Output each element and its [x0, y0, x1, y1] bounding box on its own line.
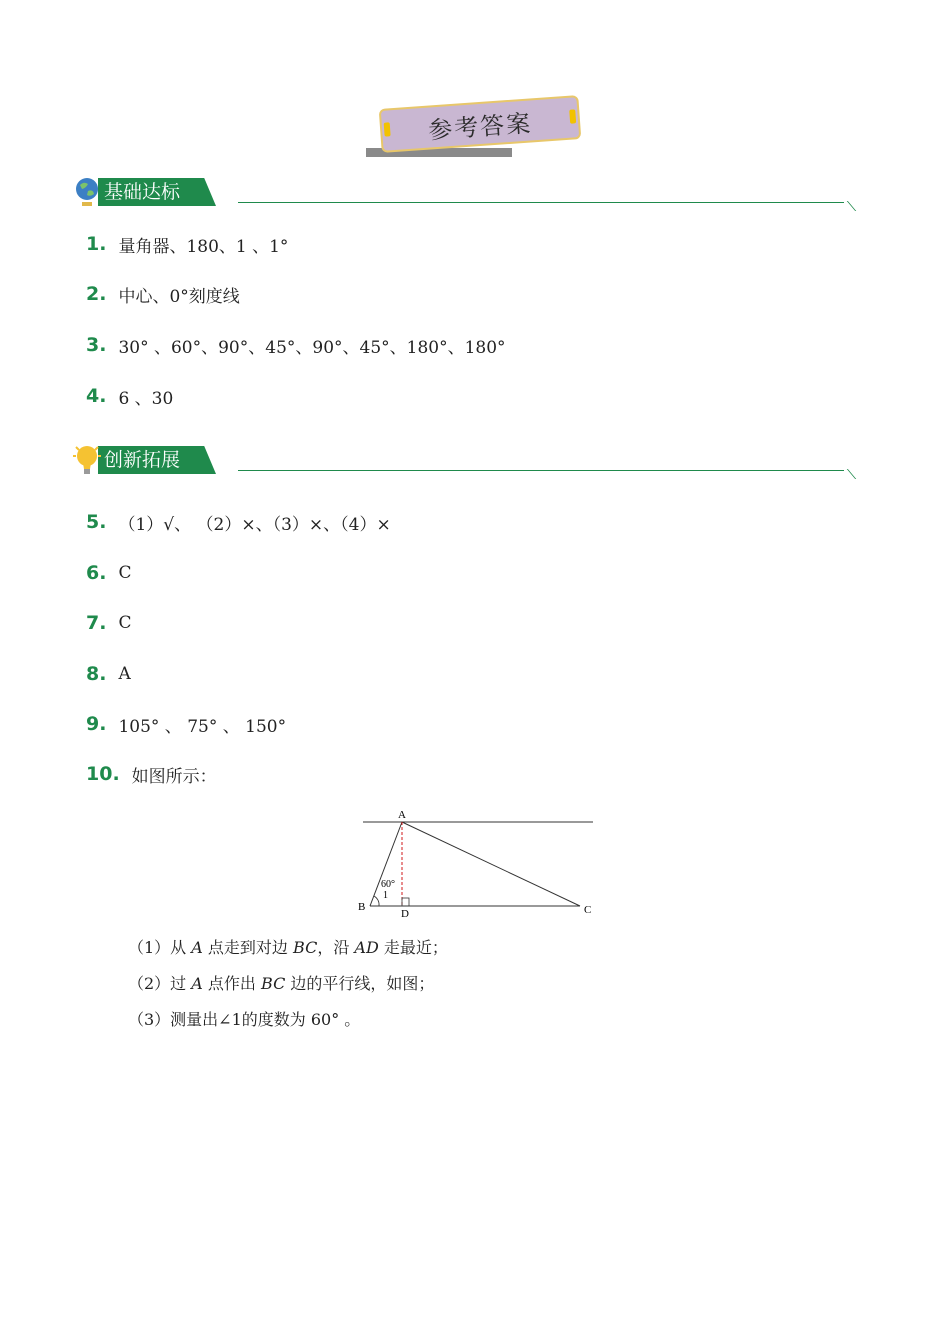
section-extension — [70, 444, 860, 478]
answer-item — [86, 230, 288, 258]
answer-text: （1）√、 （2）×、（3）×、（4）× — [118, 514, 391, 535]
note-var: BC — [293, 938, 318, 957]
answer-text: 105° 、 75° 、 150° — [118, 716, 287, 737]
note-text: 点走到对边 — [202, 938, 294, 957]
answer-item — [86, 508, 391, 536]
answer-number: 9. — [86, 713, 107, 735]
answer-text: 30° 、60°、90°、45°、90°、45°、180°、180° — [118, 337, 506, 358]
answer-item — [86, 331, 506, 359]
note-var: AD — [354, 938, 379, 957]
triangle-figure — [355, 805, 600, 920]
banner-tab-left — [384, 122, 391, 136]
note-text: ，沿 — [317, 938, 355, 957]
note-text: （3）测量出∠1的度数为 60° 。 — [128, 1010, 361, 1029]
section-title: 创新拓展 — [104, 449, 181, 471]
label-c: C — [584, 904, 592, 916]
banner-title: 参考答案 — [427, 108, 534, 145]
answer-banner — [366, 96, 586, 160]
explanation-line — [128, 1008, 360, 1032]
banner-card — [379, 95, 582, 153]
answer-item — [86, 660, 131, 688]
note-var: BC — [261, 974, 286, 993]
label-angle-1: 1 — [383, 890, 388, 901]
note-text: 边的平行线，如图； — [285, 974, 435, 993]
answer-text: C — [118, 563, 132, 583]
explanation-line — [128, 936, 448, 960]
note-text: 走最近； — [378, 938, 448, 957]
segment-ac — [402, 822, 580, 906]
answer-item — [86, 559, 131, 587]
answer-text: A — [118, 664, 131, 684]
answer-number: 3. — [86, 334, 107, 356]
answer-item — [86, 382, 173, 410]
section-divider — [238, 470, 844, 471]
note-var: A — [191, 974, 203, 993]
label-b: B — [358, 901, 366, 913]
note-text: 点作出 — [202, 974, 262, 993]
banner-tab-right — [569, 109, 576, 123]
answer-item — [86, 710, 286, 738]
answer-number: 1. — [86, 233, 107, 255]
right-angle-mark — [402, 898, 409, 906]
answer-number: 10. — [86, 763, 120, 785]
answer-number: 8. — [86, 663, 107, 685]
answer-number: 5. — [86, 511, 107, 533]
answer-number: 2. — [86, 283, 107, 305]
explanation-line — [128, 972, 434, 996]
lightbulb-icon — [72, 443, 102, 477]
label-angle-value: 60° — [381, 879, 395, 890]
answer-number: 4. — [86, 385, 107, 407]
label-a: A — [398, 809, 406, 821]
answer-item — [86, 760, 217, 788]
answer-text: C — [118, 613, 132, 633]
section-divider — [238, 202, 844, 203]
answer-text: 中心、0°刻度线 — [118, 286, 240, 307]
globe-icon — [72, 175, 102, 209]
answer-item — [86, 609, 131, 637]
note-text: （1）从 — [128, 938, 192, 957]
answer-text: 量角器、180、1 、1° — [118, 236, 289, 257]
angle-arc — [374, 896, 379, 906]
answer-number: 7. — [86, 612, 107, 634]
answer-text: 6 、30 — [118, 388, 174, 409]
note-var: A — [191, 938, 203, 957]
section-title: 基础达标 — [104, 181, 181, 203]
answer-item — [86, 280, 240, 308]
section-basic — [70, 176, 860, 210]
answer-number: 6. — [86, 562, 107, 584]
label-d: D — [401, 908, 409, 920]
answer-text: 如图所示： — [131, 766, 217, 787]
note-text: （2）过 — [128, 974, 192, 993]
